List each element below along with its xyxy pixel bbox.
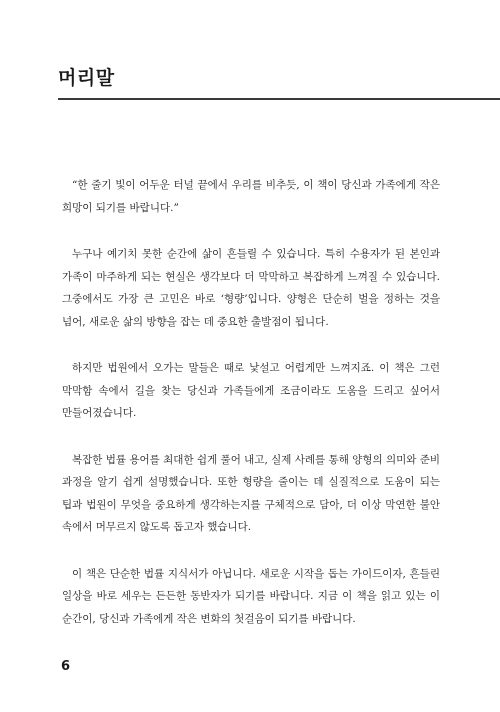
preface-body — [62, 174, 440, 654]
preface-paragraph: 이 책은 단순한 법률 지식서가 아닙니다. 새로운 시작을 돕는 가이드이자, 흔들린 일상을 바로 세우는 든든한 동반자가 되기를 바랍니다. 지금 이 책을 읽고 있는 이 순간이, 당신과 가족에게 작은 변화의 첫걸음이 되기를 바랍니다. — [62, 567, 440, 625]
preface-paragraph: 하지만 법원에서 오가는 말들은 때로 낯설고 어렵게만 느껴지죠. 이 책은 그런 막막함 속에서 길을 찾는 당신과 가족들에게 조금이라도 도움을 드리고 싶어서 만들어졌습니다. — [62, 362, 440, 419]
page-title: 머리말 — [58, 67, 115, 89]
title-divider — [58, 98, 500, 100]
preface-paragraph: 복잡한 법률 용어를 최대한 쉽게 풀어 내고, 실제 사례를 통해 양형의 의미와 준비 과정을 알기 쉽게 설명했습니다. 또한 형량을 줄이는 데 실질적으로 도움이 되는 팁과 법원이 무엇을 중요하게 생각하는지를 구체적으로 담아, 더 이상 막연한 불안 속에서 머무르지 않도록 돕고자 했습니다. — [62, 453, 440, 533]
preface-paragraph: 누구나 예기치 못한 순간에 삶이 흔들릴 수 있습니다. 특히 수용자가 된 본인과 가족이 마주하게 되는 현실은 생각보다 더 막막하고 복잡하게 느껴질 수 있습니다. 그중에서도 가장 큰 고민은 바로 ‘형량’입니다. 양형은 단순히 벌을 정하는 것을 넘어, 새로운 삶의 방향을 잡는 데 중요한 출발점이 됩니다. — [62, 248, 440, 328]
preface-paragraph-quote: “한 줄기 빛이 어두운 터널 끝에서 우리를 비추듯, 이 책이 당신과 가족에게 작은 희망이 되기를 바랍니다.” — [62, 179, 440, 214]
page-number: 6 — [61, 659, 71, 674]
